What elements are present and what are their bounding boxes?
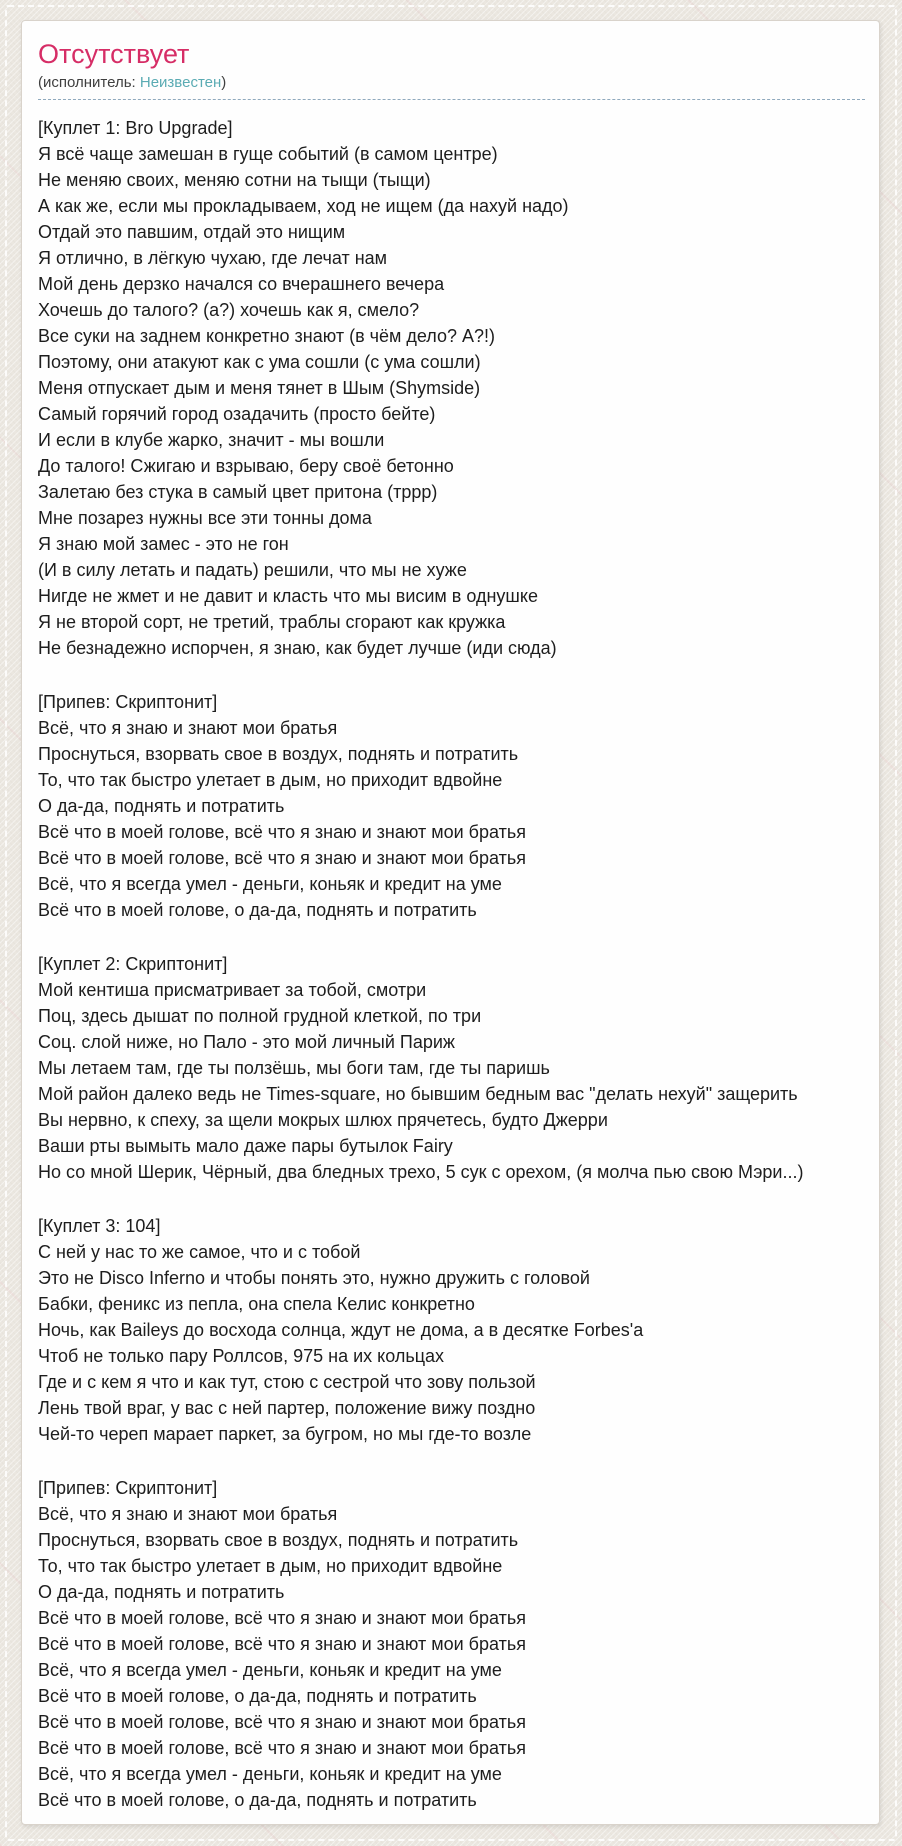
lyric-line: Чей-то череп марает паркет, за бугром, но мы где-то возле (38, 1423, 532, 1444)
lyric-line: [Куплет 2: Скриптонит] (38, 953, 228, 974)
lyric-line: О да-да, поднять и потратить (38, 795, 285, 816)
lyric-line: Всё что в моей голове, о да-да, поднять и потратить (38, 1685, 477, 1706)
lyrics-text (38, 115, 871, 1813)
lyric-line: Все суки на заднем конкретно знают (в чём дело? А?!) (38, 325, 496, 346)
lyric-line: Вы нервно, к спеху, за щели мокрых шлюх прячетесь, будто Джерри (38, 1109, 608, 1130)
lyric-line: Всё, что я всегда умел - деньги, коньяк и кредит на уме (38, 1659, 502, 1680)
lyric-line: [Куплет 1: Bro Upgrade] (38, 117, 233, 138)
lyric-line: Проснуться, взорвать свое в воздух, поднять и потратить (38, 1529, 519, 1550)
lyric-line: Мой день дерзко начался со вчерашнего вечера (38, 273, 445, 294)
lyric-line: Нигде не жмет и не давит и класть что мы висим в однушке (38, 585, 538, 606)
lyric-line: Мы летаем там, где ты ползёшь, мы боги там, где ты паришь (38, 1057, 550, 1078)
lyric-line: Хочешь до талого? (а?) хочешь как я, смело? (38, 299, 420, 320)
artist-label: (исполнитель: (38, 74, 140, 92)
lyric-line: (И в силу летать и падать) решили, что мы не хуже (38, 559, 467, 580)
lyric-line: И если в клубе жарко, значит - мы вошли (38, 429, 385, 450)
lyric-line: Где и с кем я что и как тут, стою с сестрой что зову пользой (38, 1371, 536, 1392)
lyric-line: Не безнадежно испорчен, я знаю, как будет лучше (иди сюда) (38, 637, 557, 658)
lyric-line: А как же, если мы прокладываем, ход не ищем (да нахуй надо) (38, 195, 569, 216)
stanza-gap (38, 1185, 871, 1213)
lyric-line: Всё что в моей голове, всё что я знаю и знают мои братья (38, 1737, 526, 1758)
lyric-line: Я всё чаще замешан в гуще событий (в самом центре) (38, 143, 498, 164)
lyric-line: Всё что в моей голове, всё что я знаю и знают мои братья (38, 1633, 526, 1654)
stanza-gap (38, 1447, 871, 1475)
lyric-line: То, что так быстро улетает в дым, но приходит вдвойне (38, 769, 503, 790)
lyric-line: Чтоб не только пару Роллсов, 975 на их кольцах (38, 1345, 445, 1366)
stanza-gap (38, 923, 871, 951)
lyric-line: Не меняю своих, меняю сотни на тыщи (тыщи) (38, 169, 431, 190)
lyric-line: Я не второй сорт, не третий, траблы сгорают как кружка (38, 611, 506, 632)
lyric-line: Ночь, как Baileys до восхода солнца, ждут не дома, а в десятке Forbes'a (38, 1319, 644, 1340)
lyric-line: С ней у нас то же самое, что и с тобой (38, 1241, 361, 1262)
lyric-line: Всё, что я всегда умел - деньги, коньяк и кредит на уме (38, 1763, 502, 1784)
artist-line (38, 73, 871, 93)
lyric-line: Но со мной Шерик, Чёрный, два бледных трехо, 5 сук с орехом, (я молча пью свою Мэри...) (38, 1161, 804, 1182)
stanza-gap (38, 661, 871, 689)
lyric-line: [Припев: Скриптонит] (38, 691, 218, 712)
lyrics-card (21, 20, 880, 1825)
lyric-line: Самый горячий город озадачить (просто бейте) (38, 403, 436, 424)
lyric-line: Всё что в моей голове, всё что я знаю и знают мои братья (38, 1607, 526, 1628)
lyric-line: Всё, что я всегда умел - деньги, коньяк и кредит на уме (38, 873, 502, 894)
lyric-line: О да-да, поднять и потратить (38, 1581, 285, 1602)
lyric-line: Залетаю без стука в самый цвет притона (тррр) (38, 481, 438, 502)
lyric-line: Ваши рты вымыть мало даже пары бутылок Fairy (38, 1135, 453, 1156)
dashed-separator (38, 99, 865, 100)
artist-link[interactable]: Неизвестен (139, 74, 222, 92)
lyric-line: Мой район далеко ведь не Times-square, но бывшим бедным вас "делать нехуй" защерить (38, 1083, 798, 1104)
lyric-line: Меня отпускает дым и меня тянет в Шым (Shymside) (38, 377, 481, 398)
lyric-line: Всё, что я знаю и знают мои братья (38, 1503, 338, 1524)
lyric-line: [Куплет 3: 104] (38, 1215, 161, 1236)
lyric-line: Всё что в моей голове, всё что я знаю и знают мои братья (38, 821, 526, 842)
lyric-line: Мне позарез нужны все эти тонны дома (38, 507, 372, 528)
lyric-line: Я отлично, в лёгкую чухаю, где лечат нам (38, 247, 388, 268)
lyric-line: То, что так быстро улетает в дым, но приходит вдвойне (38, 1555, 503, 1576)
lyric-line: До талого! Сжигаю и взрываю, беру своё бетонно (38, 455, 454, 476)
lyric-line: Всё что в моей голове, о да-да, поднять и потратить (38, 1789, 477, 1810)
lyric-line: Всё что в моей голове, всё что я знаю и знают мои братья (38, 847, 526, 868)
lyric-line: Всё что в моей голове, о да-да, поднять и потратить (38, 899, 477, 920)
lyric-line: Я знаю мой замес - это не гон (38, 533, 289, 554)
artist-suffix: ) (221, 74, 227, 92)
lyric-line: Проснуться, взорвать свое в воздух, поднять и потратить (38, 743, 519, 764)
lyric-line: Отдай это павшим, отдай это нищим (38, 221, 346, 242)
lyric-line: Соц. слой ниже, но Пало - это мой личный Париж (38, 1031, 455, 1052)
lyric-line: [Припев: Скриптонит] (38, 1477, 218, 1498)
lyric-line: Поэтому, они атакуют как с ума сошли (с ума сошли) (38, 351, 481, 372)
lyric-line: Лень твой враг, у вас с ней партер, положение вижу поздно (38, 1397, 536, 1418)
lyric-line: Бабки, феникс из пепла, она спела Келис конкретно (38, 1293, 475, 1314)
lyric-line: Это не Disco Inferno и чтобы понять это, нужно дружить с головой (38, 1267, 590, 1288)
lyric-line: Поц, здесь дышат по полной грудной клеткой, по три (38, 1005, 482, 1026)
lyric-line: Мой кентиша присматривает за тобой, смотри (38, 979, 427, 1000)
lyric-line: Всё, что я знаю и знают мои братья (38, 717, 338, 738)
lyric-line: Всё что в моей голове, всё что я знаю и знают мои братья (38, 1711, 526, 1732)
song-title: Отсутствует (38, 39, 190, 69)
